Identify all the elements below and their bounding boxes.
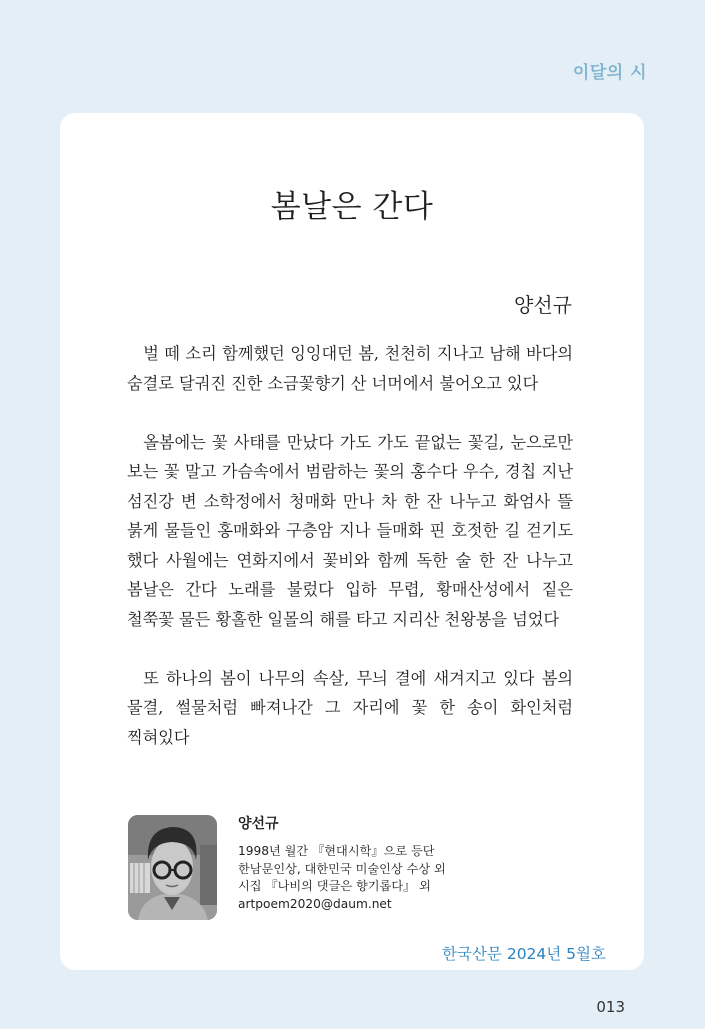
bio-debut: 1998년 월간 『현대시학』으로 등단 bbox=[238, 844, 435, 858]
portrait-image-icon bbox=[128, 815, 217, 920]
poem-body bbox=[127, 339, 573, 782]
poem-author: 양선규 bbox=[514, 293, 572, 317]
poem-card bbox=[60, 113, 644, 970]
issue-label: 한국산문 2024년 5월호 bbox=[442, 945, 606, 963]
bio-books: 시집 『나비의 댓글은 향기롭다』 외 bbox=[238, 879, 431, 893]
page-number: 013 bbox=[596, 998, 625, 1016]
poem-title: 봄날은 간다 bbox=[270, 189, 434, 225]
section-label: 이달의 시 bbox=[572, 63, 647, 83]
author-bio bbox=[128, 815, 548, 921]
poem-stanza: 또 하나의 봄이 나무의 속살, 무늬 결에 새겨지고 있다 봄의 물결, 썰물처럼 빠져나간 그 자리에 꽃 한 송이 화인처럼 찍혀있다 bbox=[127, 668, 573, 747]
author-photo bbox=[128, 815, 217, 920]
bio-email: artpoem2020@daum.net bbox=[238, 896, 392, 911]
poem-stanza: 벌 떼 소리 함께했던 잉잉대던 봄, 천천히 지나고 남해 바다의 숨결로 달궈진 진한 소금꽃향기 산 너머에서 불어오고 있다 bbox=[127, 344, 573, 393]
bio-awards: 한남문인상, 대한민국 미술인상 수상 외 bbox=[238, 861, 446, 876]
bio-text bbox=[238, 815, 446, 913]
poem-stanza: 올봄에는 꽃 사태를 만났다 가도 가도 끝없는 꽃길, 눈으로만 보는 꽃 말고 가슴속에서 범람하는 꽃의 홍수다 우수, 경칩 지난 섬진강 변 소학정에서 청매화 만나 차 한 잔 나누고 화엄사 뜰 붉게 물들인 홍매화와 구층암 지나 들매화 핀 호젓한 길 걷기도 했다 사월에는 연화지에서 꽃비와 함께 독한 술 한 잔 나누고 봄날은 간다 노래를 불렀다 입하 무렵, 황매산성에서 짙은 철쭉꽃 물든 황홀한 일몰의 해를 타고 지리산 천왕봉을 넘었다 bbox=[127, 432, 573, 629]
bio-name: 양선규 bbox=[238, 816, 279, 832]
